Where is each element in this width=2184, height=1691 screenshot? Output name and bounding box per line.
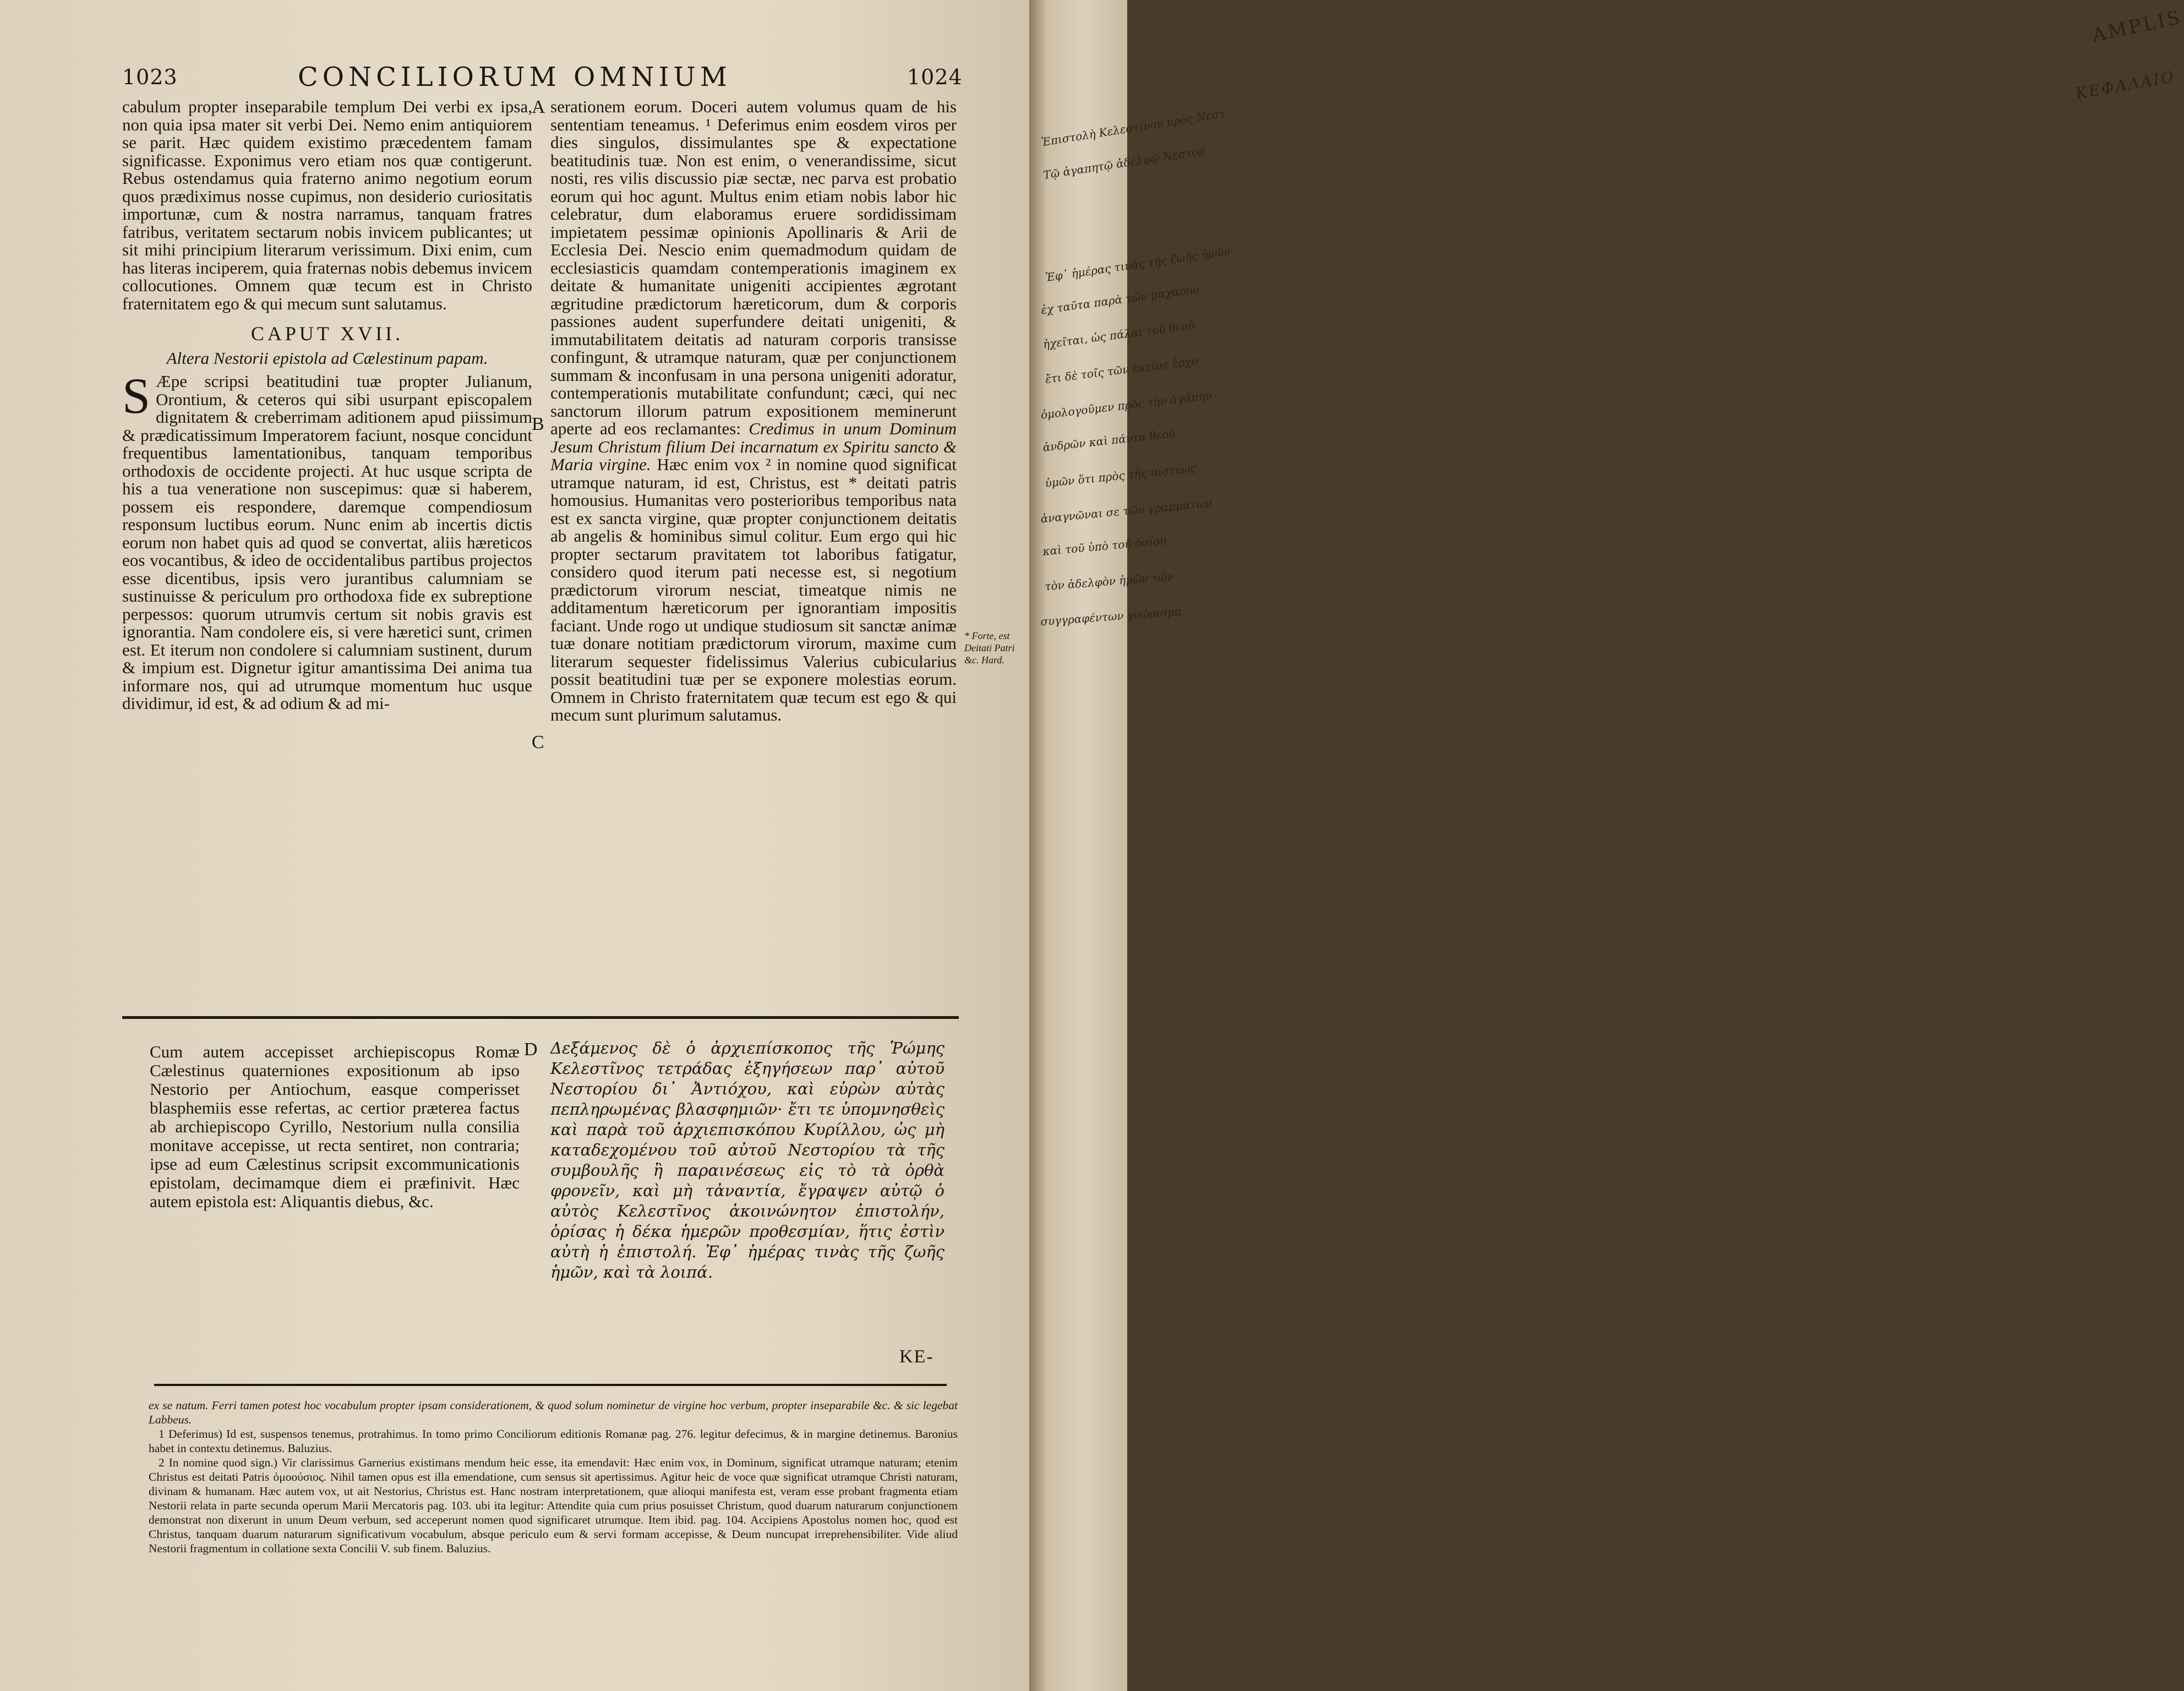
adjacent-page-title: AMPLIS <box>2090 6 2184 47</box>
section-marker-b: B <box>532 414 544 434</box>
right-paragraph-text: serationem eorum. Doceri autem volumus quam de his sententiam teneamus. ¹ Deferimus enim eosdem viros per dies singulos, dissimulantes spe & expectatione beatitudinis tuæ. Non est enim, o venerandissime, sicut nosti, res vilis discussio piæ sectæ, nec parva est probatio eorum qui hoc agunt. Multus enim etiam nobis labor hic celebratur, dum elaboramus eruere sordidissimam impietatem pessimæ opinionis Apollinaris & Arii de Ecclesia Dei. Nescio enim quemadmodum quidam de ecclesiasticis quamdam contemperationis imaginem ex deitate & humanitate unigeniti accipientes ægrotant ægritudine prædictorum hæreticorum, dum & corporis passiones audent superfundere deitati unigeniti, & immutabilitatem deitatis ad naturam corporis transisse confingunt, & utramque naturam, quæ per conjunctionem summam & inconfusam in una persona unigeniti adoratur, contemperationis mutabilitate confundunt; cæci, qui nec sanctorum illorum patrum expositionem meminerunt aperte ad eos reclamantes: <box>550 97 957 438</box>
adjacent-page <box>1029 0 2184 1691</box>
adjacent-page-heading: ΚΕΦΑΛΑΙΟ <box>2074 67 2177 103</box>
adjacent-page-line: καὶ τοῦ ὑπὸ τοῦ ὁσίου <box>1042 534 1167 558</box>
adjacent-page-line: ἀνδρῶν καὶ πάντα θεοῦ <box>1042 427 1176 454</box>
adjacent-page-line: ὑμῶν ὅτι πρὸς τῆς πίστεως <box>1044 461 1197 490</box>
chapter-heading: CAPUT XVII. <box>250 323 404 345</box>
footnote-continued: ex se natum. Ferri tamen potest hoc vocabulum propter ipsam considerationem, & quod solum nominetur de virgine hoc verbum, propter inseparabile &c. & sic legebat Labbeus. <box>149 1399 958 1426</box>
adjacent-page-line: ἀναγνῶναι σε τῶν γραμμάτων <box>1040 496 1213 526</box>
adjacent-page-line: ὁμολογοῦμεν πρὸς τὴν ἀγάπην <box>1040 389 1213 422</box>
footnote-divider <box>154 1384 947 1386</box>
greek-summary: Δεξάμενος δὲ ὁ ἀρχιεπίσκοπος τῆς Ῥώμης Κελεστῖνος τετράδας ἐξηγήσεων παρ᾽ αὐτοῦ Νεστορίου δι᾽ Ἀντιόχου, καὶ εὑρὼν αὐτὰς πεπληρωμένας βλασφημιῶν· ἔτι τε ὑπομνησθεὶς καὶ παρὰ τοῦ ἀρχιεπισκόπου Κυρίλλου, ὡς μὴ καταδεχομένου τοῦ αὐτοῦ Νεστορίου τὰ τῆς συμβουλῆς ἢ παραινέσεως εἰς τὸ τὰ ὀρθὰ φρονεῖν, καὶ μὴ τἀναντία, ἔγραψεν αὐτῷ ὁ αὐτὸς Κελεστῖνος ἀκοινώνητον ἐπιστολήν, ὁρίσας ἡ δέκα ἡμερῶν προθεσμίαν, ἥτις ἐστὶν αὐτὴ ἡ ἐπιστολή. Ἐφ᾽ ἡμέρας τινὰς τῆς ζωῆς ἡμῶν, καὶ τὰ λοιπά. <box>550 1039 944 1281</box>
latin-summary: Cum autem accepisset archiepiscopus Romæ Cælestinus quaterniones expositionum ab ipso Nestorio per Antiochum, easque comperisset blasphemiis esse refertas, ac certior præterea factus ab archiepiscopo Cyrillo, Nestorium nulla consilia monitave accepisse, ut recta sentiret, non contraria; ipse ad eum Cælestinus scripsit excommunicationis epistolam, decimamque diem ei præfinivit. Hæc autem epistola est: Aliquantis diebus, &c. <box>150 1042 520 1211</box>
section-marker-c: C <box>532 732 544 752</box>
right-column <box>550 98 957 724</box>
adjacent-page-line: Ἐπιστολὴ Κελεστίνου πρὸς Νεστ <box>1040 106 1226 149</box>
book-page <box>0 0 1029 1691</box>
margin-note: * Forte, est Deitati Patri &c. Hard. <box>964 630 1015 666</box>
adjacent-page-line: ἔτι δὲ τοῖς τῶν ἐκεῖσε ἐρχο <box>1044 354 1199 386</box>
left-paragraph-continued: cabulum propter inseparabile templum Dei verbi ex ipsa, non quia ipsa mater sit verbi Dei. Nemo enim antiquiorem se parit. Hæc quidem existimo præcedentem famam significasse. Exponimus vero etiam nos quæ contigerunt. Rebus ostendamus quia fraterno animo negotium eorum quos prædiximus nosse cupimus, non desiderio curiositatis importunæ, cum & nostra narramus, tanquam fratres fatribus, veritatem sectarum nobis invicem publicantes; ut sit mihi principium literarum verissimum. Dixi enim, cum has literas inciperem, quia fraternas nobis debemus invicem collocutiones. Omnem quæ tecum est in Christo fraternitatem ego & qui mecum sunt salutamus. <box>122 97 532 313</box>
chapter-subtitle: Altera Nestorii epistola ad Cælestinum papam. <box>166 348 488 368</box>
right-paragraph-one <box>550 98 957 724</box>
section-marker-d: D <box>524 1039 538 1060</box>
page-number-left: 1023 <box>122 65 178 89</box>
creed-quote: Credimus in unum Dominum Jesum Christum filium Dei incarnatum ex Spiritu sancto & Maria virgine. <box>550 419 957 474</box>
drop-cap: S <box>122 368 151 424</box>
adjacent-page-line: συγγραφέντων γνώρισμα <box>1040 604 1183 629</box>
running-title: CONCILIORUM OMNIUM <box>297 62 731 92</box>
letter-body <box>122 368 532 713</box>
adjacent-page-line: Τῷ ἀγαπητῷ ἀδελφῷ Νεστορ <box>1042 144 1206 182</box>
adjacent-page-number: 101 <box>2051 65 2068 75</box>
left-column <box>122 98 532 713</box>
adjacent-page-line: τὸν ἀδελφὸν ἡμῶν τῶν <box>1044 569 1175 593</box>
letter-body-text: Æpe scripsi beatitudini tuæ propter Julianum, Orontium, & ceteros qui sibi usurpant episcopalem dignitatem & creberrimam aditionem apud piissimum & prædicatissimum Imperatorem faciunt, nosque concidunt frequentibus lamentationibus, tanquam temporibus orthodoxis de occidente projecti. At huc usque scripta de his a tua veneratione non suscepimus: quæ si haberem, possem eis respondere, daremque compendiosum responsum luctibus eorum. Nunc enim ab incertis dictis eorum non habet quis ad quod se convertat, aliis hæreticos eos vocantibus, & ideo de occidentalibus partibus projectos esse dicentibus, ipsis vero jurantibus calumniam se sustinuisse & periculum pro orthodoxa fide ex subreptione perpessos: quorum utrumvis certum sit nobis gravis est ignorantia. Nam condolere eis, si vere hæretici sunt, crimen est. Et iterum non condolere si calumniam sustinent, durum & impium est. Dignetur igitur amantissima Dei anima tua informare nos, qui ad utrumque momentum huc usque dividimur, id est, & ad odium & ad mi- <box>122 372 532 713</box>
section-divider <box>122 1016 959 1019</box>
adjacent-page-line: ἠχεῖται, ὡς πάλαι τοῦ θεοῦ <box>1042 318 1195 351</box>
footnotes <box>149 1398 958 1556</box>
section-marker-a: A <box>532 97 545 117</box>
adjacent-page-line: ἐχ ταῦτα παρὰ τῶν μαχαριω <box>1040 282 1200 317</box>
catchword: KE- <box>899 1346 934 1367</box>
footnote-2: 2 In nomine quod sign.) Vir clarissimus Garnerius existimans mendum heic esse, ita emendavit: Hæc enim vox, in Dominum, significat utramque naturam; etenim Christus est deitati Patris ὁμοούσιος. Nihil tamen opus est illa emendatione, cum sensus sit apertissimus. Agitur heic de voce quæ significat utramque Christi naturam, divinam & humanam. Hæc autem vox, ut ait Nestorius, Christus est. Hanc nostram interpretationem, quæ alioqui manifesta est, veram esse probant fragmenta etiam Nestorii relata in parte secunda operum Marii Mercatoris pag. 103. ubi ita legitur: Attendite quia cum prius posuisset Christum, quod duarum naturarum conjunctionem demonstrat non dixerunt in unum Deum verbum, sed acceperunt nomen quod significaret utrumque. Item ibid. pag. 104. Accipiens Apostolus nomen hoc, quod est Christus, tanquam duarum naturarum significativum vocabulum, absque periculo eum & servi formam accepisse, & Deum nuncupat irreprehensibiliter. Vide aliud Nestorii fragmentum in collatione sexta Concilii V. sub finem. Baluzius. <box>149 1456 958 1555</box>
page-number-right: 1024 <box>907 65 963 89</box>
adjacent-page-line: Ἐφ᾽ ἡμέρας τινὰς τῆς ζωῆς ἡμῶν <box>1045 244 1231 285</box>
right-paragraph-text-two: Hæc enim vox ² in nomine quod significat utramque naturam, id est, Christus, est * deitati patris homousius. Humanitas vero posterioribus temporibus nata est ex sancta virgine, quæ propter conjunctionem deitatis ab angelis & hominibus simul colitur. Eum ergo qui hic propter sectarum pravitatem tot laboribus fatigatur, considero quod iterum pati necesse est, si negotium prædictorum virorum nesciat, timeatque nimis ne additamentum hæreticorum per ignorantiam impositis faciant. Unde rogo ut undique studiosum sit sanctæ animæ tuæ donare notitiam prædictorum virorum, maxime cum literarum sequester fidelissimus Valerius cubicularius possit beatitudini tuæ per se exponere molestias eorum. Omnem in Christo fraternitatem quæ tecum est ego & qui mecum sunt plurimum salutamus. <box>550 455 957 724</box>
footnote-1: 1 Deferimus) Id est, suspensos tenemus, protrahimus. In tomo primo Conciliorum editionis Romanæ pag. 276. legitur defecimus, & in margine detinemus. Baronius habet in contextu detinemus. Baluzius. <box>149 1427 958 1455</box>
